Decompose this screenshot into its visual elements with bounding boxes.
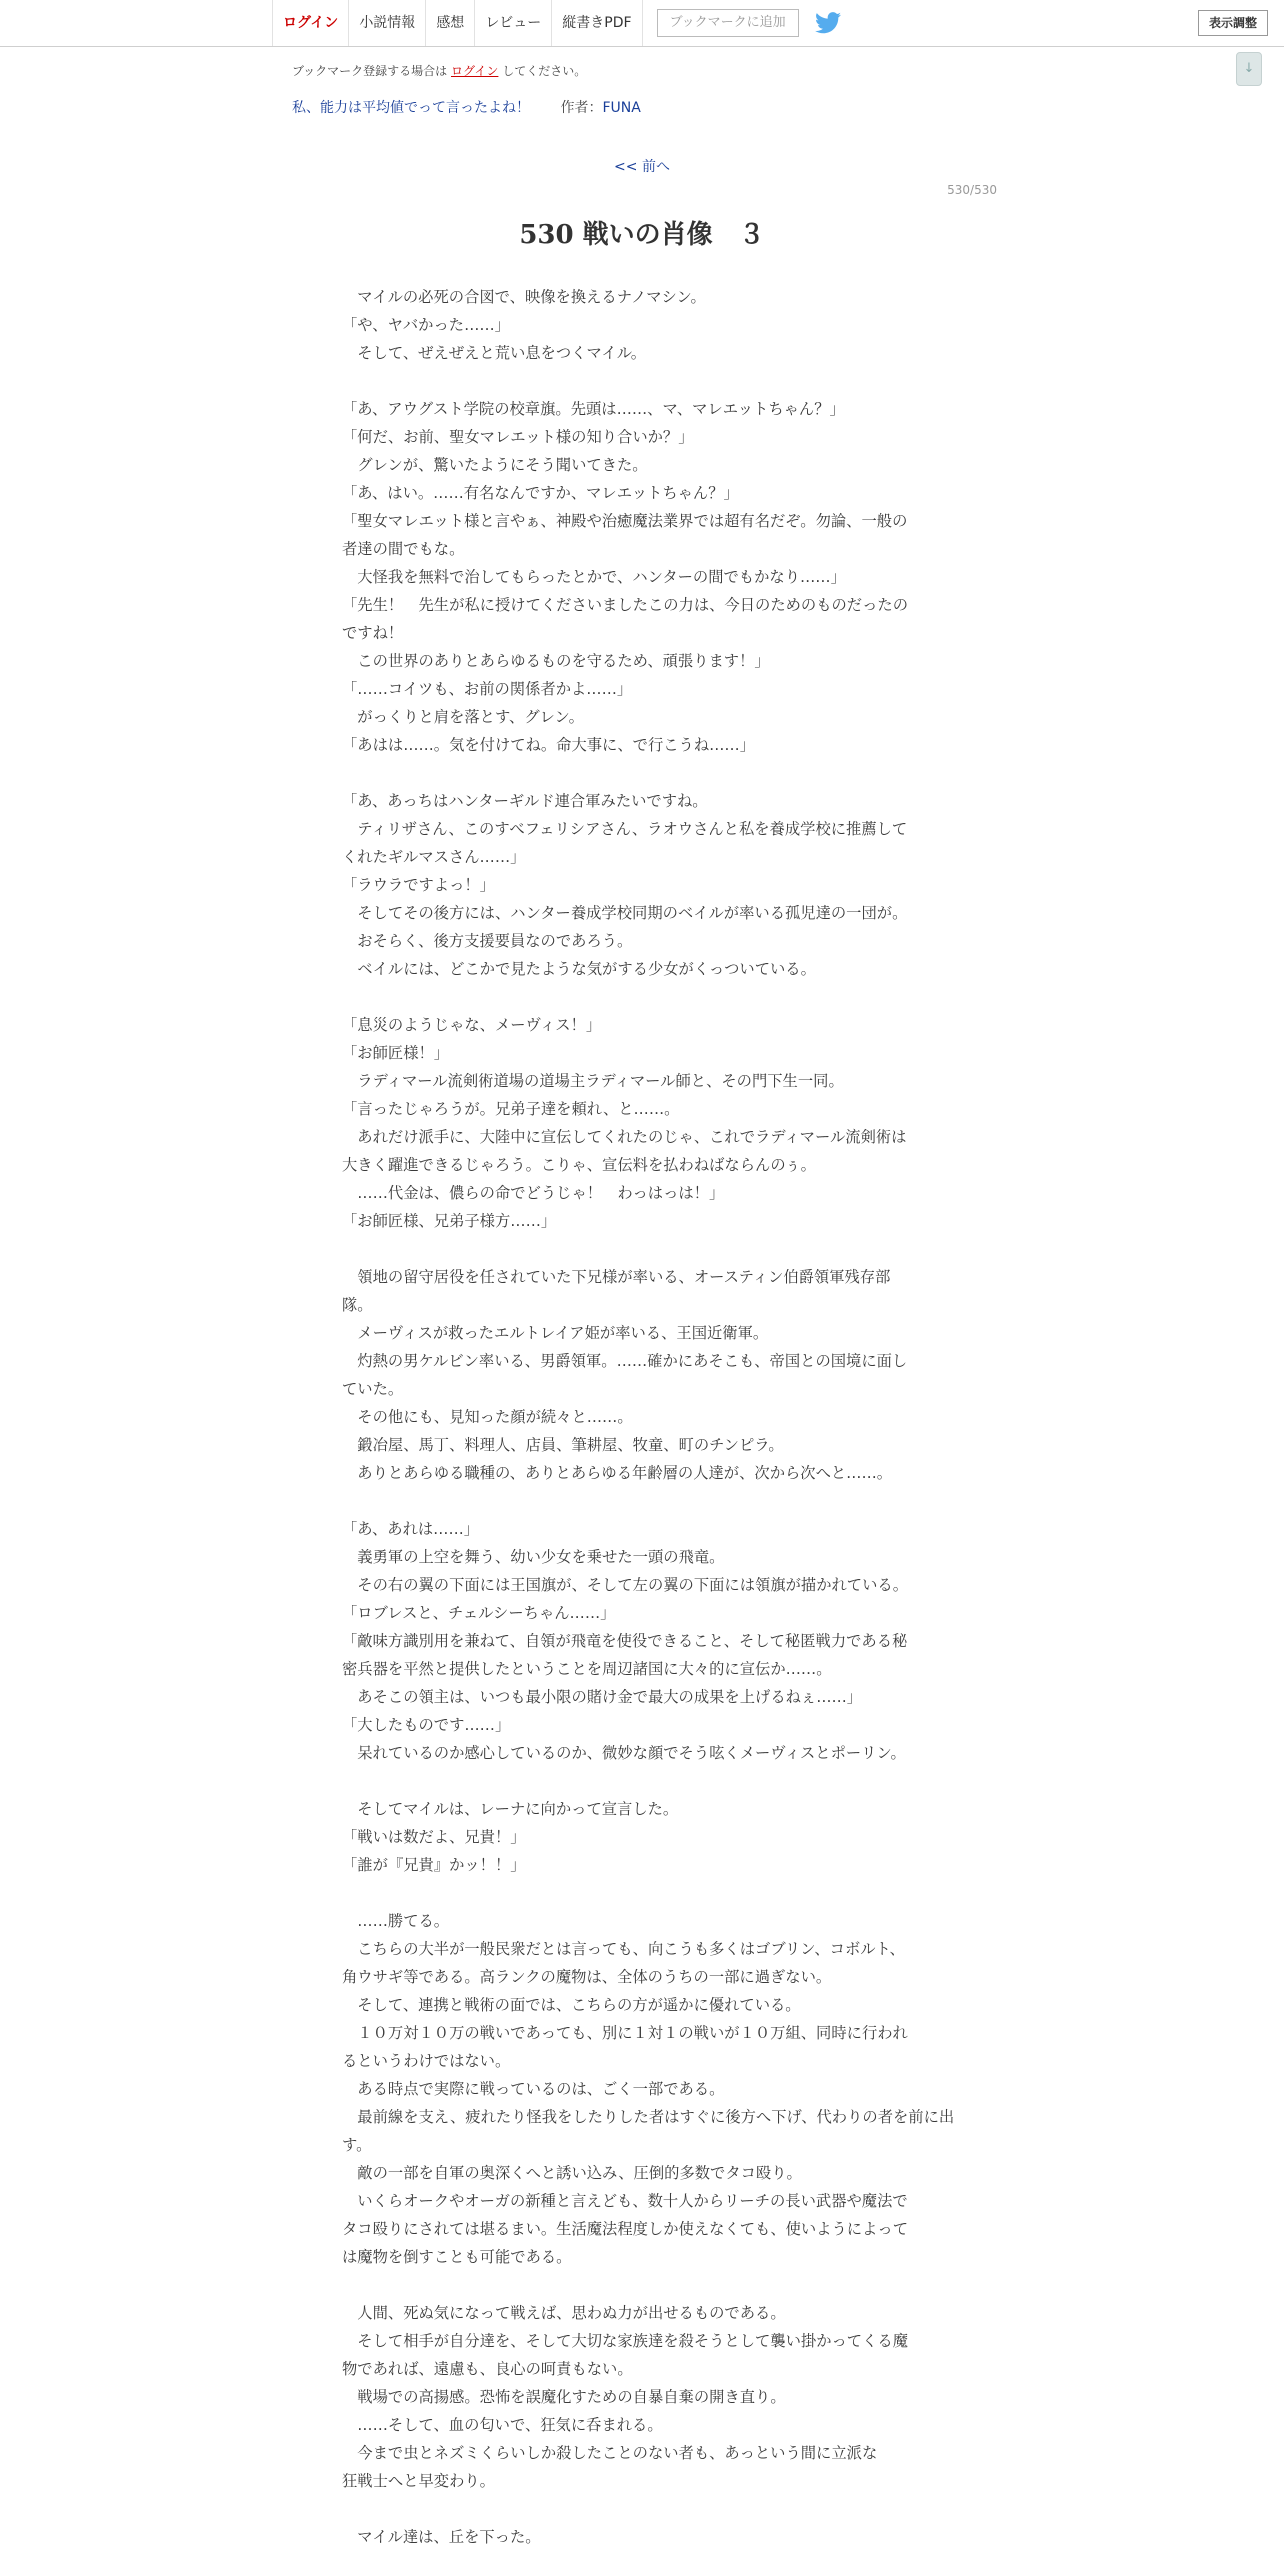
page-counter: 530/530 [947, 183, 997, 197]
text-line: ……そして、血の匂いで、狂気に呑まれる。 [342, 2416, 663, 2434]
text-line: す。 [342, 2136, 372, 2154]
login-link[interactable]: ログイン [272, 0, 348, 46]
text-line: 今まで虫とネズミくらいしか殺したことのない者も、あっという間に立派な [342, 2444, 878, 2462]
review-link[interactable]: レビュー [474, 0, 551, 46]
text-line: 「あはは……。気を付けてね。命大事に、で行こうね……」 [342, 736, 756, 754]
text-line: 「聖女マレエット様と言やぁ、神殿や治癒魔法業界では超有名だぞ。勿論、一般の [342, 512, 908, 530]
text-line: その他にも、見知った顔が続々と……。 [342, 1408, 633, 1426]
text-line: ですね！ [342, 624, 404, 642]
text-line: 「……コイツも、お前の関係者かよ……」 [342, 680, 633, 698]
text-line: あそこの領主は、いつも最小限の賭け金で最大の成果を上げるねぇ……」 [342, 1688, 863, 1706]
text-line [342, 367, 942, 395]
text-line [342, 1235, 942, 1263]
chapter-title: 530 戦いの肖像 ３ [519, 220, 765, 250]
text-line: 狂戦士へと早変わり。 [342, 2472, 495, 2490]
text-line: そしてその後方には、ハンター養成学校同期のベイルが率いる孤児達の一団が。 [342, 904, 908, 922]
text-line: この世界のありとあらゆるものを守るため、頑張ります！」 [342, 652, 770, 670]
text-line: 「や、ヤバかった……」 [342, 316, 510, 334]
text-line: 「戦いは数だよ、兄貴！」 [342, 1828, 526, 1846]
text-line: メーヴィスが救ったエルトレイア姫が率いる、王国近衛軍。 [342, 1324, 769, 1342]
text-line: そして相手が自分達を、そして大切な家族達を殺そうとして襲い掛かってくる魔 [342, 2332, 908, 2350]
text-line: 最前線を支え、疲れたり怪我をしたりした者はすぐに後方へ下げ、代わりの者を前に出 [342, 2108, 955, 2126]
text-line: 「あ、あっちはハンターギルド連合軍みたいですね。 [342, 792, 708, 810]
text-line: マイル達は、丘を下った。 [342, 2528, 541, 2546]
text-line: 「あ、あれは……」 [342, 1520, 480, 1538]
text-line: ……勝てる。 [342, 1912, 450, 1930]
text-line: 義勇軍の上空を舞う、幼い少女を乗せた一頭の飛竜。 [342, 1548, 725, 1566]
top-navigation-bar [0, 0, 1284, 47]
text-line: 密兵器を平然と提供したということを周辺諸国に大々的に宣伝か……。 [342, 1660, 832, 1678]
novel-info-link[interactable]: 小説情報 [348, 0, 425, 46]
text-line: 「大したものです……」 [342, 1716, 511, 1734]
text-line: グレンが、驚いたようにそう聞いてきた。 [342, 456, 648, 474]
notice-login-link[interactable]: ログイン [451, 64, 499, 78]
text-line: 大きく躍進できるじゃろう。こりゃ、宣伝料を払わねばならんのぅ。 [342, 1156, 816, 1174]
text-line: るというわけではない。 [342, 2052, 511, 2070]
text-line [342, 1879, 942, 1907]
text-line [342, 1767, 942, 1795]
text-line: 敵の一部を自軍の奥深くへと誘い込み、圧倒的多数でタコ殴り。 [342, 2164, 802, 2182]
text-line [342, 759, 942, 787]
text-line: あれだけ派手に、大陸中に宣伝してくれたのじゃ、これでラディマール流剣術は [342, 1128, 907, 1146]
text-line: そしてマイルは、レーナに向かって宣言した。 [342, 1800, 679, 1818]
text-line: こちらの大半が一般民衆だとは言っても、向こうも多くはゴブリン、コボルト、 [342, 1940, 905, 1958]
text-line: 「ロブレスと、チェルシーちゃん……」 [342, 1604, 616, 1622]
notice-text-before: ブックマーク登録する場合は [292, 64, 448, 78]
text-line: そして、ぜえぜえと荒い息をつくマイル。 [342, 344, 647, 362]
author-link[interactable]: FUNA [602, 100, 641, 116]
text-line: ある時点で実際に戦っているのは、ごく一部である。 [342, 2080, 725, 2098]
text-line: ていた。 [342, 1380, 404, 1398]
text-line: 物であれば、遠慮も、良心の呵責もない。 [342, 2360, 633, 2378]
text-line: 「お師匠様、兄弟子様方……」 [342, 1212, 557, 1230]
text-line: タコ殴りにされては堪るまい。生活魔法程度しか使えなくても、使いようによって [342, 2220, 908, 2238]
text-line: ……代金は、儂らの命でどうじゃ！ わっはっは！」 [342, 1184, 725, 1202]
text-line: 「息災のようじゃな、メーヴィス！」 [342, 1016, 602, 1034]
bookmark-login-notice [292, 62, 586, 79]
nav-menu [272, 0, 841, 46]
text-line: その右の翼の下面には王国旗が、そして左の翼の下面には領旗が描かれている。 [342, 1576, 908, 1594]
impressions-link[interactable]: 感想 [425, 0, 474, 46]
novel-body [342, 283, 955, 2551]
text-line: 角ウサギ等である。高ランクの魔物は、全体のうちの一部に過ぎない。 [342, 1968, 832, 1986]
text-line: 大怪我を無料で治してもらったとかで、ハンターの間でもかなり……」 [342, 568, 846, 586]
text-line: 「お師匠様！」 [342, 1044, 450, 1062]
twitter-icon[interactable] [815, 12, 841, 34]
text-line: 戦場での高揚感。恐怖を誤魔化すための自暴自棄の開き直り。 [342, 2388, 786, 2406]
text-line [342, 1487, 942, 1515]
notice-text-after: してください。 [502, 64, 587, 78]
text-line: そして、連携と戦術の面では、こちらの方が遥かに優れている。 [342, 1996, 801, 2014]
text-line [342, 2271, 942, 2299]
text-line: 「誰が『兄貴』かッ！！」 [342, 1856, 526, 1874]
display-settings-button[interactable]: 表示調整 [1198, 10, 1268, 36]
text-line: マイルの必死の合図で、映像を換えるナノマシン。 [342, 288, 706, 306]
vertical-pdf-link[interactable]: 縦書きPDF [551, 0, 642, 46]
text-line: ありとあらゆる職種の、ありとあらゆる年齢層の人達が、次から次へと……。 [342, 1464, 893, 1482]
text-line: 「何だ、お前、聖女マレエット様の知り合いか？」 [342, 428, 694, 446]
text-line: 「あ、アウグスト学院の校章旗。先頭は……、マ、マレエットちゃん？」 [342, 400, 845, 418]
scroll-down-button[interactable]: ↓ [1236, 52, 1262, 86]
text-line: 「敵味方識別用を兼ねて、自領が飛竜を使役できること、そして秘匿戦力である秘 [342, 1632, 908, 1650]
text-line: くれたギルマスさん……」 [342, 848, 526, 866]
text-line: １０万対１０万の戦いであっても、別に１対１の戦いが１０万組、同時に行われ [342, 2024, 908, 2042]
text-line: いくらオークやオーガの新種と言えども、数十人からリーチの長い武器や魔法で [342, 2192, 908, 2210]
previous-chapter-link[interactable]: << 前へ [614, 159, 670, 175]
author-label: 作者： [560, 100, 603, 116]
series-title-link[interactable]: 私、能力は平均値でって言ったよね！ [292, 100, 530, 116]
text-line: 鍛冶屋、馬丁、料理人、店員、筆耕屋、牧童、町のチンピラ。 [342, 1436, 784, 1454]
text-line: 者達の間でもな。 [342, 540, 465, 558]
text-line: 領地の留守居役を任されていた下兄様が率いる、オースティン伯爵領軍残存部 [342, 1268, 891, 1286]
text-line: 「ラウラですよっ！」 [342, 876, 495, 894]
text-line: 人間、死ぬ気になって戦えば、思わぬ力が出せるものである。 [342, 2304, 786, 2322]
text-line: 隊。 [342, 1296, 373, 1314]
bookmark-add-button[interactable]: ブックマークに追加 [657, 9, 799, 37]
text-line: 「あ、はい。……有名なんですか、マレエットちゃん？」 [342, 484, 739, 502]
text-line: ラディマール流剣術道場の道場主ラディマール師と、その門下生一同。 [342, 1072, 844, 1090]
text-line: がっくりと肩を落とす、グレン。 [342, 708, 584, 726]
text-line: は魔物を倒すことも可能である。 [342, 2248, 572, 2266]
text-line [342, 983, 942, 1011]
text-line: ティリザさん、このすべフェリシアさん、ラオウさんと私を養成学校に推薦して [342, 820, 908, 838]
text-line: おそらく、後方支援要員なのであろう。 [342, 932, 633, 950]
text-line: 「言ったじゃろうが。兄弟子達を頼れ、と……。 [342, 1100, 680, 1118]
text-line: 灼熱の男ケルビン率いる、男爵領軍。……確かにあそこも、帝国との国境に面し [342, 1352, 908, 1370]
series-info [292, 97, 641, 117]
text-line: 呆れているのか感心しているのか、微妙な顔でそう呟くメーヴィスとポーリン。 [342, 1744, 906, 1762]
text-line: ベイルには、どこかで見たような気がする少女がくっついている。 [342, 960, 816, 978]
text-line [342, 2495, 942, 2523]
text-line: 「先生！ 先生が私に授けてくださいましたこの力は、今日のためのものだったの [342, 596, 908, 614]
